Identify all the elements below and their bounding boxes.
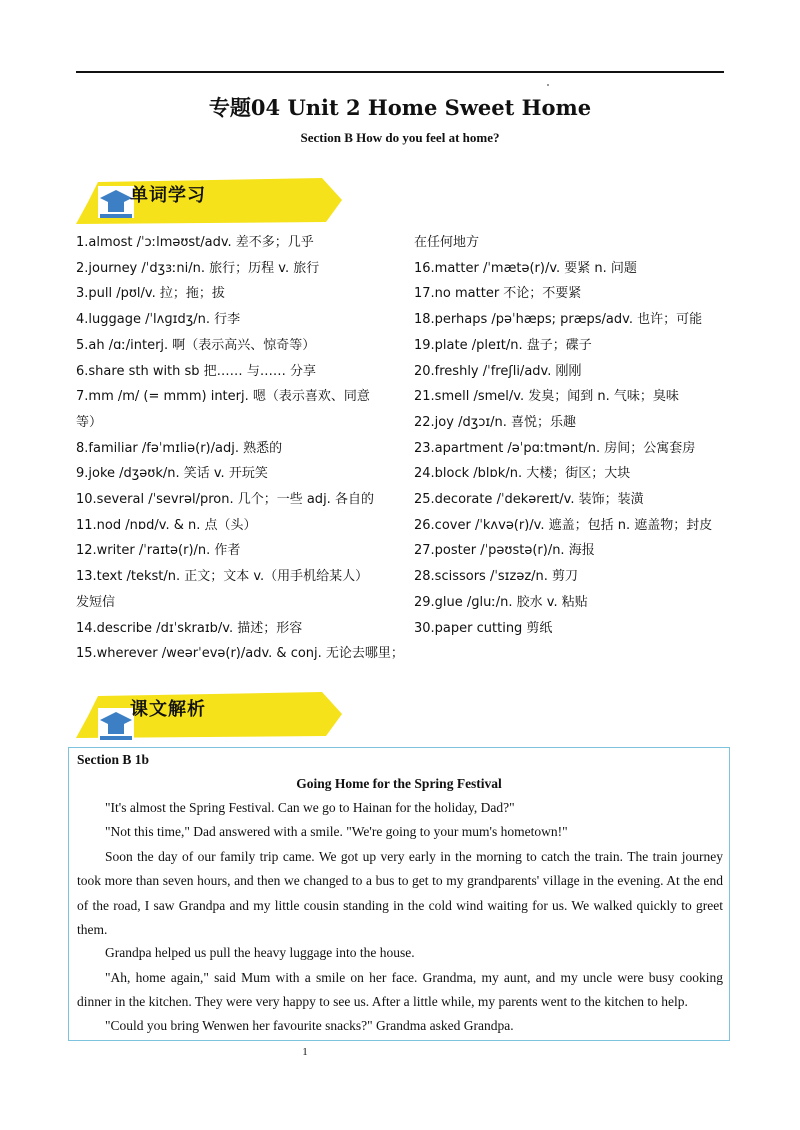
passage-paragraph: "Could you bring Wenwen her favourite snacks?" Grandma asked Grandpa.	[105, 1018, 514, 1033]
vocab-item: 8.familiar /fəˈmɪliə(r)/adj. 熟悉的	[76, 440, 283, 456]
vocab-item: 21.smell /smel/v. 发臭；闻到 n. 气味；臭味	[414, 389, 679, 405]
vocab-item: 30.paper cutting 剪纸	[414, 620, 553, 636]
passage-section: Section B 1b	[77, 752, 150, 767]
speck	[547, 84, 549, 86]
vocab-item: 28.scissors /ˈsɪzəz/n. 剪刀	[414, 569, 579, 585]
vocab-banner	[76, 178, 342, 222]
vocab-item: 26.cover /ˈkʌvə(r)/v. 遮盖；包括 n. 遮盖物；封皮	[414, 517, 713, 533]
passage-paragraph: Grandpa helped us pull the heavy luggage into the house.	[105, 945, 415, 960]
vocab-item: 15.wherever /weərˈevə(r)/adv. & conj. 无论去哪里；	[76, 646, 404, 662]
vocab-item: 29.glue /ɡluː/n. 胶水 v. 粘贴	[414, 594, 588, 610]
vocab-item: 27.poster /ˈpəʊstə(r)/n. 海报	[414, 543, 595, 559]
vocab-item: 19.plate /pleɪt/n. 盘子；碟子	[414, 337, 592, 353]
vocab-item: 12.writer /ˈraɪtə(r)/n. 作者	[76, 543, 241, 559]
vocab-banner-label: 单词学习	[130, 185, 206, 206]
vocab-item: 7.mm /m/ (= mmm) interj. 嗯（表示喜欢、同意	[76, 389, 370, 405]
vocab-item: 13.text /tekst/n. 正文；文本 v.（用手机给某人）	[76, 569, 369, 585]
vocab-item: 16.matter /ˈmætə(r)/v. 要紧 n. 问题	[414, 260, 637, 276]
vocab-item: 10.several /ˈsevrəl/pron. 几个；一些 adj. 各自的	[76, 492, 374, 507]
vocab-item: 20.freshly /ˈfreʃli/adv. 刚刚	[414, 363, 582, 379]
page-number: 1	[302, 1046, 308, 1058]
passage-paragraph: "It's almost the Spring Festival. Can we go to Hainan for the holiday, Dad?"	[105, 800, 515, 815]
header-rule	[76, 71, 724, 73]
vocab-item: 23.apartment /əˈpɑːtmənt/n. 房间；公寓套房	[414, 440, 696, 456]
vocab-item: 11.nod /nɒd/v. & n. 点（头）	[76, 517, 257, 533]
vocab-item: 25.decorate /ˈdekəreɪt/v. 装饰；装潢	[414, 492, 644, 507]
vocab-item: 5.ah /ɑː/interj. 啊（表示高兴、惊奇等）	[76, 337, 316, 353]
passage-box	[68, 747, 730, 1041]
vocab-item: 1.almost /ˈɔːlməʊst/adv. 差不多；几乎	[76, 235, 314, 250]
vocab-item: 等）	[76, 414, 103, 430]
passage-paragraph: "Ah, home again," said Mum with a smile on her face. Grandma, my aunt, and my uncle were busy cooking dinner in the kitchen. They were very happy to see us. After a little while, my parents went to the kitchen to help.	[77, 970, 723, 1010]
text-banner-label: 课文解析	[130, 699, 206, 720]
passage-paragraph: Soon the day of our family trip came. We got up very early in the morning to catch the train. The train journey took more than seven hours, and then we changed to a bus to get to my grandparents' village in the evening. At the end of the road, I saw Grandpa and my little cousin standing in the cold wind waiting for us. We walked quickly to greet them.	[77, 849, 723, 937]
vocab-item: 2.journey /ˈdʒɜːni/n. 旅行；历程 v. 旅行	[76, 260, 320, 276]
page-title: 专题04 Unit 2 Home Sweet Home	[208, 95, 592, 120]
vocab-item: 22.joy /dʒɔɪ/n. 喜悦；乐趣	[414, 414, 577, 430]
vocab-item: 18.perhaps /pəˈhæps; præps/adv. 也许；可能	[414, 312, 703, 328]
vocab-item: 4.luggage /ˈlʌɡɪdʒ/n. 行李	[76, 312, 241, 328]
vocab-item: 在任何地方	[414, 235, 480, 250]
vocab-item: 6.share sth with sb 把…… 与…… 分享	[76, 363, 316, 379]
page-subtitle: Section B How do you feel at home?	[300, 130, 500, 145]
vocab-item: 发短信	[76, 594, 116, 610]
vocab-item: 9.joke /dʒəʊk/n. 笑话 v. 开玩笑	[76, 466, 268, 482]
vocab-item: 14.describe /dɪˈskraɪb/v. 描述；形容	[76, 620, 303, 636]
vocab-item: 3.pull /pʊl/v. 拉；拖；拔	[76, 286, 225, 302]
passage-title: Going Home for the Spring Festival	[296, 776, 502, 791]
vocab-item: 24.block /blɒk/n. 大楼；街区；大块	[414, 466, 631, 482]
text-banner	[76, 692, 342, 736]
passage-paragraph: "Not this time," Dad answered with a smile. "We're going to your mum's hometown!"	[105, 824, 568, 839]
vocab-item: 17.no matter 不论；不要紧	[414, 286, 582, 302]
